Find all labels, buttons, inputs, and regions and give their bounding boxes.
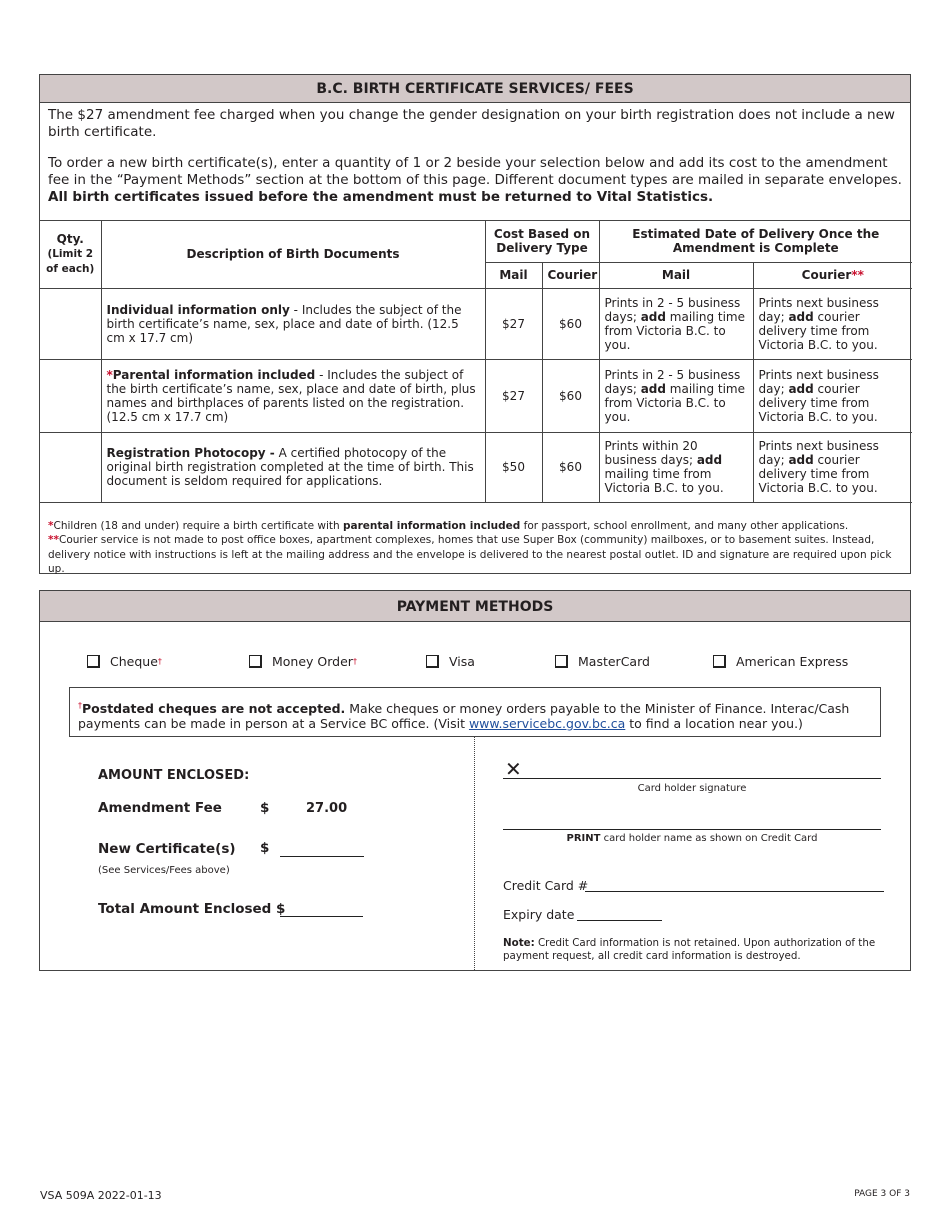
courier-delivery-header: Courier** bbox=[753, 262, 912, 288]
credit-card-label: Credit Card # bbox=[503, 878, 589, 893]
fees-section bbox=[39, 74, 911, 574]
checkbox-icon bbox=[713, 655, 726, 668]
mail-cost-header: Mail bbox=[485, 262, 542, 288]
fees-table bbox=[40, 221, 912, 503]
qty-input-photocopy[interactable] bbox=[40, 432, 101, 502]
courier-cost-header: Courier bbox=[542, 262, 599, 288]
courier-cost: $60 bbox=[542, 288, 599, 359]
checkbox-icon bbox=[555, 655, 568, 668]
page-number: PAGE 3 OF 3 bbox=[854, 1189, 910, 1199]
intro-paragraph-2: To order a new birth certificate(s), enter a quantity of 1 or 2 beside your selection below and add its cost to the amendment fee in the “Payment Methods” section at the bottom of this page. Different document types are mailed in separate envelopes. All birth certificates issued before the amendment must be returned to Vital Statistics. bbox=[48, 155, 902, 205]
payment-title: PAYMENT METHODS bbox=[40, 591, 910, 622]
cost-header: Cost Based on Delivery Type bbox=[485, 221, 599, 262]
money-order-checkbox[interactable]: Money Order † bbox=[249, 654, 357, 669]
new-certificates-field[interactable] bbox=[280, 842, 364, 857]
note-courier: **Courier service is not made to post office boxes, apartment complexes, homes that use Super Box (community) mailboxes, or to basement suites. Instead, delivery notice with instructions is left at the mailing address and the envelope is delivered to the nearest postal outlet. ID and signature are required upon pick up. bbox=[48, 534, 892, 575]
delivery-header: Estimated Date of Delivery Once the Amendment is Complete bbox=[599, 221, 912, 262]
amex-checkbox[interactable]: American Express bbox=[713, 654, 848, 669]
mail-delivery: Prints in 2 - 5 business days; add mailing time from Victoria B.C. to you. bbox=[599, 359, 753, 432]
postdated-notice: †Postdated cheques are not accepted. Make cheques or money orders payable to the Minister of Finance. Interac/Cash payments can be made in person at a Service BC office. (Visit www.servicebc.gov.bc.ca to find a location near you.) bbox=[69, 687, 881, 737]
note-parental: *Children (18 and under) require a birth certificate with parental information included for passport, school enrollment, and many other applications. bbox=[48, 519, 849, 532]
amendment-fee-label: Amendment Fee bbox=[98, 800, 222, 816]
expiry-label: Expiry date bbox=[503, 907, 575, 922]
table-row bbox=[40, 432, 912, 502]
credit-card-note: Note: Credit Card information is not retained. Upon authorization of the payment request, all credit card information is destroyed. bbox=[503, 937, 876, 962]
checkbox-icon bbox=[87, 655, 100, 668]
see-fees-note: (See Services/Fees above) bbox=[98, 865, 230, 876]
signature-label: Card holder signature bbox=[637, 783, 747, 794]
expiry-field[interactable] bbox=[577, 905, 662, 921]
fees-notes bbox=[40, 503, 910, 577]
cheque-checkbox[interactable]: Cheque † bbox=[87, 654, 162, 669]
total-amount-label: Total Amount Enclosed $ bbox=[98, 901, 286, 917]
fees-title: B.C. BIRTH CERTIFICATE SERVICES/ FEES bbox=[40, 75, 910, 103]
print-name-label: PRINT card holder name as shown on Credit Card bbox=[566, 833, 818, 844]
qty-header: Qty. (Limit 2 of each) bbox=[40, 221, 101, 288]
description-header: Description of Birth Documents bbox=[101, 221, 485, 288]
form-id: VSA 509A 2022-01-13 bbox=[40, 1189, 162, 1202]
servicebc-link[interactable]: www.servicebc.gov.bc.ca bbox=[468, 716, 626, 732]
card-holder-name-field[interactable] bbox=[503, 814, 881, 830]
visa-checkbox[interactable]: Visa bbox=[426, 654, 475, 669]
currency-sign: $ bbox=[260, 800, 270, 816]
signature-field[interactable] bbox=[503, 763, 881, 779]
row-description: Individual information only - Includes the subject of the birth certificate’s name, sex, place and date of birth. (12.5 cm x 17.7 cm) bbox=[101, 288, 485, 359]
mail-cost: $27 bbox=[485, 359, 542, 432]
row-description: Registration Photocopy - A certified photocopy of the original birth registration completed at the time of birth. This document is seldom required for applications. bbox=[101, 432, 485, 502]
new-certificates-label: New Certificate(s) bbox=[98, 841, 236, 857]
mail-delivery: Prints within 20 business days; add mailing time from Victoria B.C. to you. bbox=[599, 432, 753, 502]
table-row bbox=[40, 359, 912, 432]
checkbox-icon bbox=[426, 655, 439, 668]
mail-delivery-header: Mail bbox=[599, 262, 753, 288]
intro-paragraph-1: The $27 amendment fee charged when you change the gender designation on your birth registration does not include a new birth certificate. bbox=[48, 107, 895, 140]
mastercard-checkbox[interactable]: MasterCard bbox=[555, 654, 650, 669]
currency-sign: $ bbox=[260, 840, 270, 856]
courier-delivery: Prints next business day; add courier delivery time from Victoria B.C. to you. bbox=[753, 432, 912, 502]
qty-input-parental[interactable] bbox=[40, 359, 101, 432]
mail-delivery: Prints in 2 - 5 business days; add mailing time from Victoria B.C. to you. bbox=[599, 288, 753, 359]
payment-section bbox=[39, 590, 911, 971]
checkbox-icon bbox=[249, 655, 262, 668]
qty-input-individual[interactable] bbox=[40, 288, 101, 359]
mail-cost: $27 bbox=[485, 288, 542, 359]
credit-card-field[interactable] bbox=[585, 876, 884, 892]
amendment-fee-value: 27.00 bbox=[306, 801, 348, 816]
courier-delivery: Prints next business day; add courier delivery time from Victoria B.C. to you. bbox=[753, 359, 912, 432]
row-description: *Parental information included - Includes the subject of the birth certificate’s name, sex, place and date of birth, plus names and birthplaces of parents listed on the registration. (12.5 cm x 17.7 cm) bbox=[101, 359, 485, 432]
courier-delivery: Prints next business day; add courier delivery time from Victoria B.C. to you. bbox=[753, 288, 912, 359]
x-mark-icon: ✕ bbox=[505, 757, 522, 781]
column-divider bbox=[474, 737, 475, 970]
amount-enclosed-label: AMOUNT ENCLOSED: bbox=[98, 768, 250, 783]
courier-cost: $60 bbox=[542, 359, 599, 432]
total-amount-field[interactable] bbox=[280, 902, 363, 917]
courier-cost: $60 bbox=[542, 432, 599, 502]
mail-cost: $50 bbox=[485, 432, 542, 502]
fees-intro bbox=[40, 103, 910, 221]
table-row bbox=[40, 288, 912, 359]
